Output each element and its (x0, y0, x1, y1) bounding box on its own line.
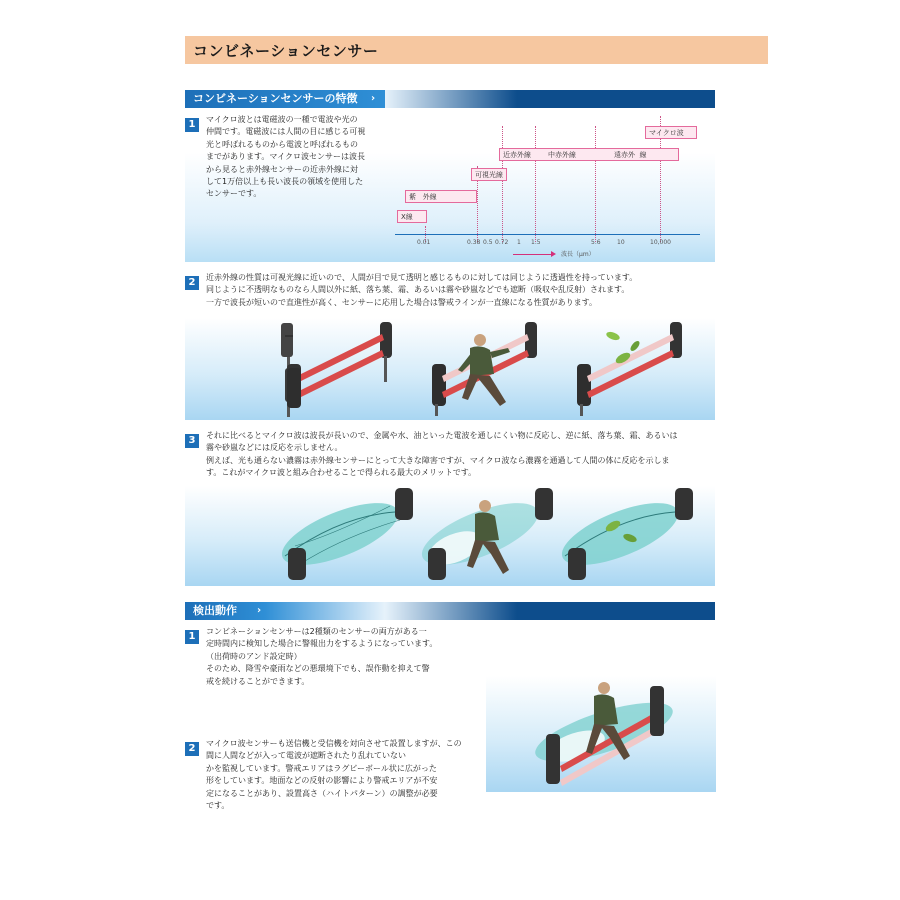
item-number: 2 (185, 742, 199, 756)
band-near-ir: 近赤外線 (499, 148, 579, 161)
scene-leaves (577, 322, 682, 416)
microwave-scenes (185, 486, 715, 586)
band-far-ir: 遠赤外 線 (611, 148, 679, 161)
band-mid-ir: 中赤外線 (545, 148, 615, 161)
band-microwave: マイクロ波 (645, 126, 697, 139)
feature-3-text: それに比べるとマイクロ波は波長が長いので、金属や水、油といった電波を通しにくい物に反応し、逆に紙、落ち葉、霜、あるいは 霧や砂嵐などには反応を示しません。 例えば、光も通らない濃霧は赤外線センサーにとって大きな障害ですが、マイクロ波なら濃霧を通過して人間の体に反応を示しま す。これがマイクロ波と組み合わせることで得られる最大のメリットです。 (206, 431, 678, 478)
item-number: 1 (185, 118, 199, 132)
chevron-right-icon: › (371, 93, 376, 104)
item-number: 2 (185, 276, 199, 290)
scene-mw-clear (274, 488, 413, 580)
spectrum-diagram: X線 紫 外線 可視光線 近赤外線 中赤外線 遠赤外 線 マイクロ波 0.01 0.38 0.5 0.72 1 1.5 5.6 10 10,000 波長（μm） (395, 116, 715, 262)
microwave-illustration (185, 486, 715, 586)
spectrum-axis (395, 234, 700, 235)
item-number: 3 (185, 434, 199, 448)
detection-illustration (486, 676, 716, 792)
page-title-bar (185, 36, 768, 64)
section-header-label: コンビネーションセンサーの特徴 (185, 90, 385, 108)
ir-scenes (185, 318, 715, 420)
detection-scene (486, 676, 716, 792)
band-uv: 紫 外線 (405, 190, 477, 203)
page-title: コンビネーションセンサー (193, 42, 379, 60)
scene-mw-person (414, 488, 553, 580)
feature-1-text: マイクロ波とは電磁波の一種で電波や光の 仲間です。電磁波には人間の目に感じる可視 光と呼ばれるものから電波と呼ばれるもの までがあります。マイクロ波センサーは波長 から見ると赤外線センサーの近赤外線に対 して1万倍以上も長い波長の領域を使用した センサーです。 (206, 115, 366, 199)
band-xray: X線 (397, 210, 427, 223)
scene-person (432, 322, 537, 416)
section-header-detection (185, 602, 715, 620)
detection-1-text: コンビネーションセンサーは2種類のセンサーの両方がある一 定時間内に検知した場合に警報出力をするようになっています。 （出荷時のアンド設定時） そのため、降雪や豪雨などの悪環境下でも、誤作動を抑えて警 戒を続けることができます。 (206, 627, 438, 686)
scene-mw-leaves (554, 488, 693, 580)
section-header-features (185, 90, 715, 108)
section-header-line (385, 90, 715, 108)
feature-2-text: 近赤外線の性質は可視光線に近いので、人間が目で見て透明と感じるものに対しては同じように透過性を持っています。 同じように不透明なものなら人間以外に紙、落ち葉、霜、あるいは霧や砂嵐などでも遮断（吸収や乱反射）されます。 一方で波長が短いので直進性が高く、センサーに応用した場合は警戒ラインが一直線になる性質があります。 (206, 273, 638, 307)
section-header-line (385, 602, 715, 620)
band-visible: 可視光線 (471, 168, 507, 181)
section-header-label: 検出動作 (185, 602, 265, 620)
scene-clear (281, 322, 392, 417)
chevron-right-icon: › (257, 605, 262, 616)
detection-2-text: マイクロ波センサーも送信機と受信機を対向させて設置しますが、この間に人間などが入って電波が遮断されたり乱れていない かを監視しています。警戒エリアはラグビーボール状に広がった 形をしています。地面などの反射の影響により警戒エリアが不安 定になることがあり、設置高さ（ハイトパターン）の調整が必要 です。 (206, 739, 462, 811)
axis-label: 波長（μm） (561, 251, 595, 258)
axis-arrow (513, 254, 553, 255)
ir-illustration (185, 318, 715, 420)
item-number: 1 (185, 630, 199, 644)
